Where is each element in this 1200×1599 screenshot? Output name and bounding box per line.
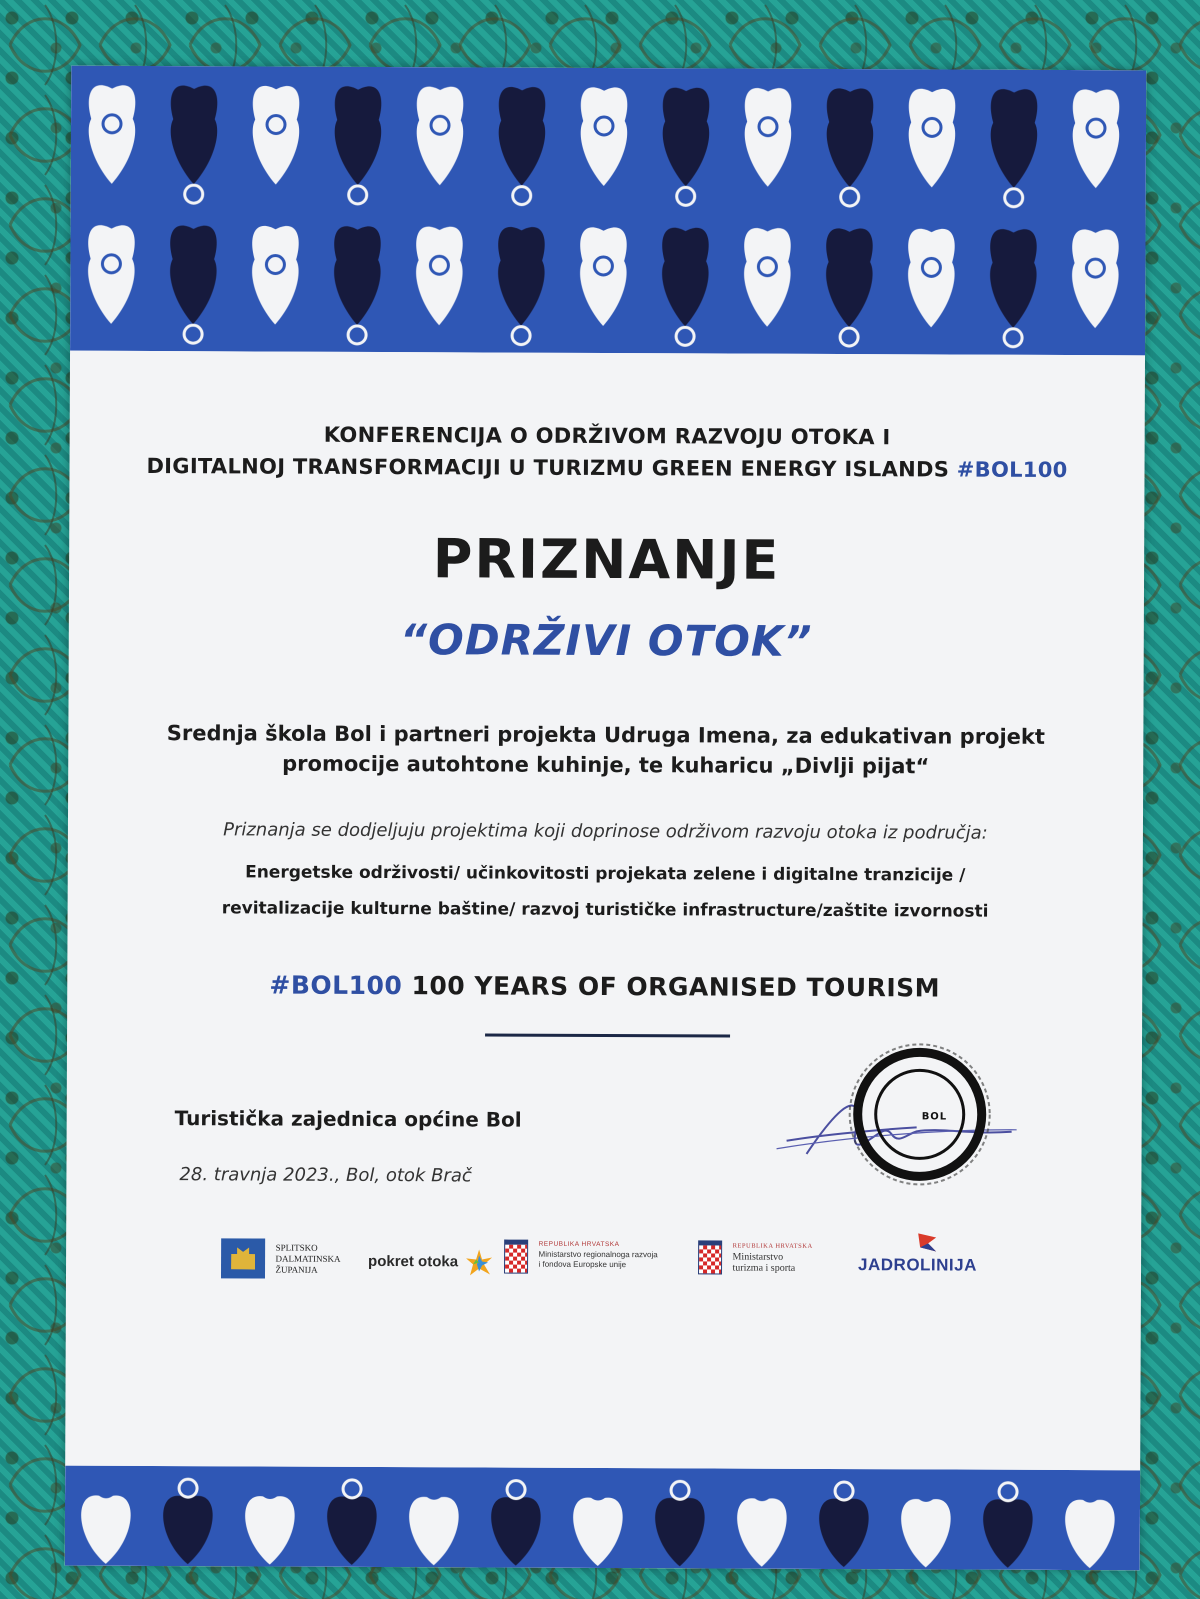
tagline [67,970,1142,1004]
logo-tourism-line-2: turizma i sporta [732,1262,796,1274]
recipient-text [68,718,1143,783]
divider-line [485,1033,730,1037]
organizer-name: Turistička zajednica općine Bol [174,1106,522,1132]
conference-title-line-1: KONFERENCIJA O ODRŽIVOM RAZVOJU OTOKA I [323,422,891,450]
recipient-line-1: Srednja škola Bol i partneri projekta Udruga Imena, za edukativan projekt [166,721,1046,749]
stamp-center-text: BOL [921,1111,948,1123]
bottom-heart-pattern-band [65,1466,1140,1571]
conference-title [69,418,1144,487]
tagline-text: 100 YEARS OF ORGANISED TOURISM [402,971,941,1003]
logo-pokret-text: pokret otoka [368,1252,459,1271]
logo-ministry-regional-development [504,1240,658,1275]
logo-jadrolinija-text: JADROLINIJA [858,1255,977,1275]
official-stamp-icon [844,1039,995,1190]
logo-regional-line-1: Ministarstvo regionalnoga razvoja [538,1249,658,1260]
logo-sdz-line-3: ŽUPANIJA [275,1264,318,1275]
date-and-place: 28. travnja 2023., Bol, otok Brač [179,1164,472,1187]
logo-regional-header: REPUBLIKA HRVATSKA [538,1240,620,1249]
recipient-line-2: promocije autohtone kuhinje, te kuharicu „Divlji pijat“ [282,751,930,779]
certificate-paper [65,66,1147,1571]
logo-sdz-line-1: SPLITSKO [275,1242,318,1253]
logo-ministry-tourism-sport [698,1240,813,1274]
pinwheel-star-icon [464,1247,494,1277]
croatian-coat-of-arms-icon [504,1240,528,1274]
criteria-intro: Priznanja se dodjeljuju projektima koji doprinose održivom razvoju otoka iz područja: [223,819,988,844]
criteria-list [68,854,1143,931]
conference-hashtag: #BOL100 [956,457,1068,483]
jadrolinija-flag-icon [916,1231,938,1253]
logo-sdz-text [275,1242,340,1275]
top-heart-pattern-band [70,66,1146,356]
castle-emblem-icon [221,1238,265,1278]
logo-sdz-line-2: DALMATINSKA [275,1253,341,1264]
logo-tourism-line-1: Ministarstvo [732,1251,784,1263]
logo-splitsko-dalmatinska-zupanija [221,1238,341,1279]
logo-regional-line-2: i fondova Europske unije [538,1259,627,1270]
logo-pokret-otoka [368,1247,494,1278]
logo-jadrolinija [858,1231,977,1276]
award-name: “ODRŽIVI OTOK” [399,615,813,666]
logo-tourism-header: REPUBLIKA HRVATSKA [732,1242,813,1250]
croatian-coat-of-arms-icon [698,1240,722,1274]
criteria-line-2: revitalizacije kulturne baštine/ razvoj turističke infrastructure/zaštite izvornosti [221,898,989,922]
logo-tourism-text [732,1241,812,1274]
conference-title-line-2-text: DIGITALNOJ TRANSFORMACIJI U TURIZMU GREEN ENERGY ISLANDS [146,453,957,482]
conference-title-line-2 [69,450,1144,487]
criteria-line-1: Energetske održivosti/ učinkovitosti projekata zelene i digitalne tranzicije / [245,862,966,886]
logo-regional-text [538,1240,657,1271]
tagline-hashtag: #BOL100 [269,970,403,1001]
award-title: PRIZNANJE [432,527,781,592]
